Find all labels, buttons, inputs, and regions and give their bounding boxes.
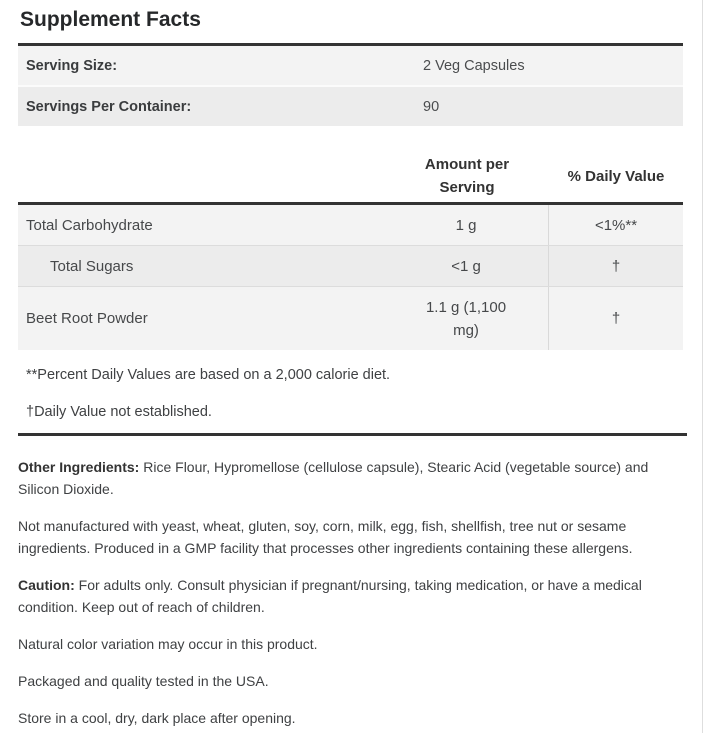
table-row xyxy=(18,245,683,286)
amount-per-serving-header-label: Amount per Serving xyxy=(424,156,510,196)
table-row xyxy=(18,205,683,245)
servings-per-container-value: 90 xyxy=(423,98,440,115)
usa-note: Packaged and quality tested in the USA. xyxy=(18,673,269,689)
ingredient-amount xyxy=(384,287,548,350)
ingredient-amount-value: 1.1 g (1,100 mg) xyxy=(425,298,507,339)
table-row xyxy=(18,46,683,85)
other-ingredients-label: Other Ingredients: xyxy=(18,459,140,475)
section-divider xyxy=(18,433,687,436)
other-ingredients-text: Rice Flour, Hypromellose (cellulose capsule), Stearic Acid (vegetable source) and Silicon Dioxide. xyxy=(18,459,649,497)
serving-size-value: 2 Veg Capsules xyxy=(423,57,525,74)
table-row xyxy=(18,286,683,350)
ingredient-amount xyxy=(384,205,548,245)
table-row xyxy=(18,85,683,126)
ingredient-amount xyxy=(384,246,548,286)
ingredient-daily-value: <1%** xyxy=(548,205,683,245)
serving-size-label: Serving Size: xyxy=(26,57,118,74)
caution-label: Caution: xyxy=(18,577,75,593)
page-right-border xyxy=(702,0,703,733)
amount-per-serving-header xyxy=(385,153,549,199)
ingredient-daily-value: † xyxy=(548,287,683,350)
ingredient-name: Total Carbohydrate xyxy=(26,216,153,234)
other-ingredients-paragraph xyxy=(18,456,674,500)
ingredient-amount-value: 1 g xyxy=(455,216,477,234)
color-variation-note: Natural color variation may occur in this product. xyxy=(18,636,318,652)
serving-info-table xyxy=(18,43,683,126)
ingredient-name: Total Sugars xyxy=(50,257,134,275)
facts-table-header xyxy=(18,150,683,202)
footnote-daily-value-not-established: †Daily Value not established. xyxy=(26,404,212,420)
caution-text: For adults only. Consult physician if pregnant/nursing, taking medication, or have a medical condition. Keep out of reach of children. xyxy=(18,577,642,615)
facts-table xyxy=(18,202,683,350)
ingredient-name: Beet Root Powder xyxy=(26,310,148,327)
footnote-percent-daily-values: **Percent Daily Values are based on a 2,000 calorie diet. xyxy=(26,367,391,383)
daily-value-header: % Daily Value xyxy=(567,167,665,185)
servings-per-container-label: Servings Per Container: xyxy=(26,98,192,115)
storage-note: Store in a cool, dry, dark place after opening. xyxy=(18,710,296,726)
caution-paragraph xyxy=(18,574,674,618)
page-title: Supplement Facts xyxy=(20,8,201,31)
ingredient-amount-value: <1 g xyxy=(451,257,481,275)
allergen-paragraph: Not manufactured with yeast, wheat, gluten, soy, corn, milk, egg, fish, shellfish, tree nut or sesame ingredients. Produced in a GMP facility that processes other ingredients containing these allergens. xyxy=(18,518,633,556)
ingredient-daily-value: † xyxy=(548,246,683,286)
